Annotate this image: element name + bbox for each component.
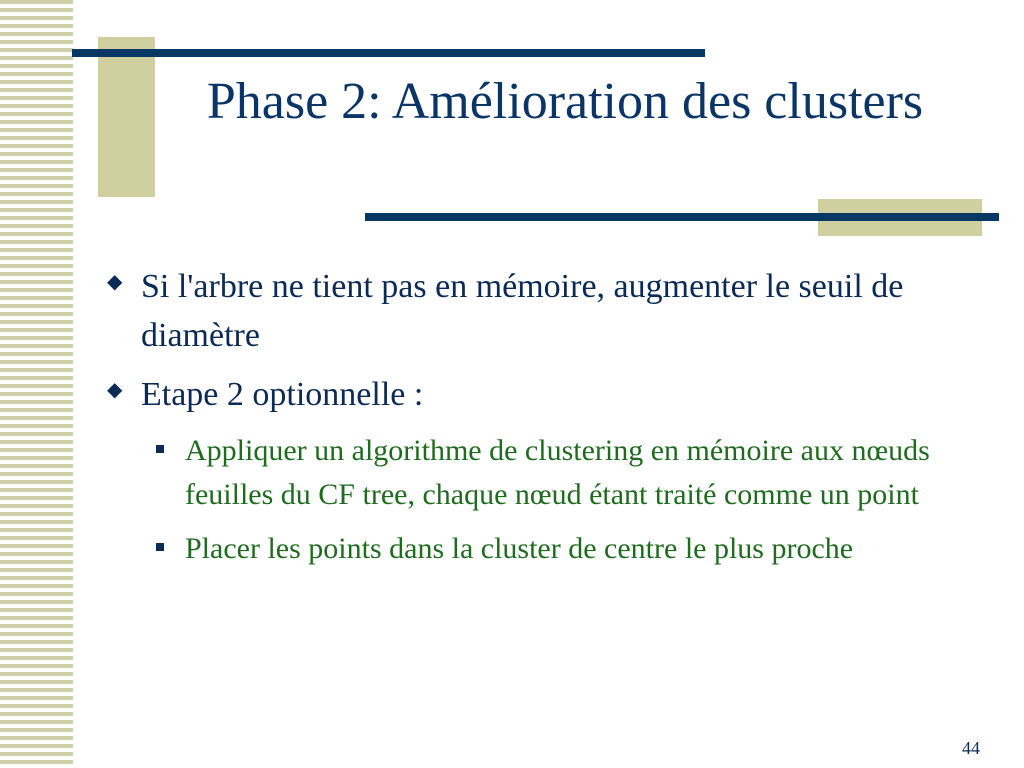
diamond-bullet-icon: ◆ <box>107 379 123 401</box>
square-bullet-icon <box>156 543 164 551</box>
decor-line-bottom <box>365 213 999 221</box>
left-stripe-decoration <box>0 0 73 768</box>
bullet-item <box>103 262 983 360</box>
square-bullet-icon <box>156 445 164 453</box>
sub-bullet-item <box>103 527 983 571</box>
slide-title: Phase 2: Amélioration des clusters <box>206 73 924 130</box>
page-number: 44 <box>962 738 980 758</box>
bullet-text: Etape 2 optionnelle : <box>141 376 424 413</box>
decor-line-top <box>72 49 705 57</box>
bullet-item <box>103 370 983 419</box>
bullet-text: Si l'arbre ne tient pas en mémoire, augmenter le seuil de diamètre <box>141 268 904 354</box>
sub-bullet-item <box>103 429 983 517</box>
diamond-bullet-icon: ◆ <box>107 271 123 293</box>
sub-bullet-text: Appliquer un algorithme de clustering en mémoire aux nœuds feuilles du CF tree, chaque nœud étant traité comme un point <box>185 434 930 511</box>
slide-body <box>103 262 983 581</box>
sub-bullet-text: Placer les points dans la cluster de centre le plus proche <box>185 532 854 565</box>
decor-block-left <box>98 37 155 197</box>
